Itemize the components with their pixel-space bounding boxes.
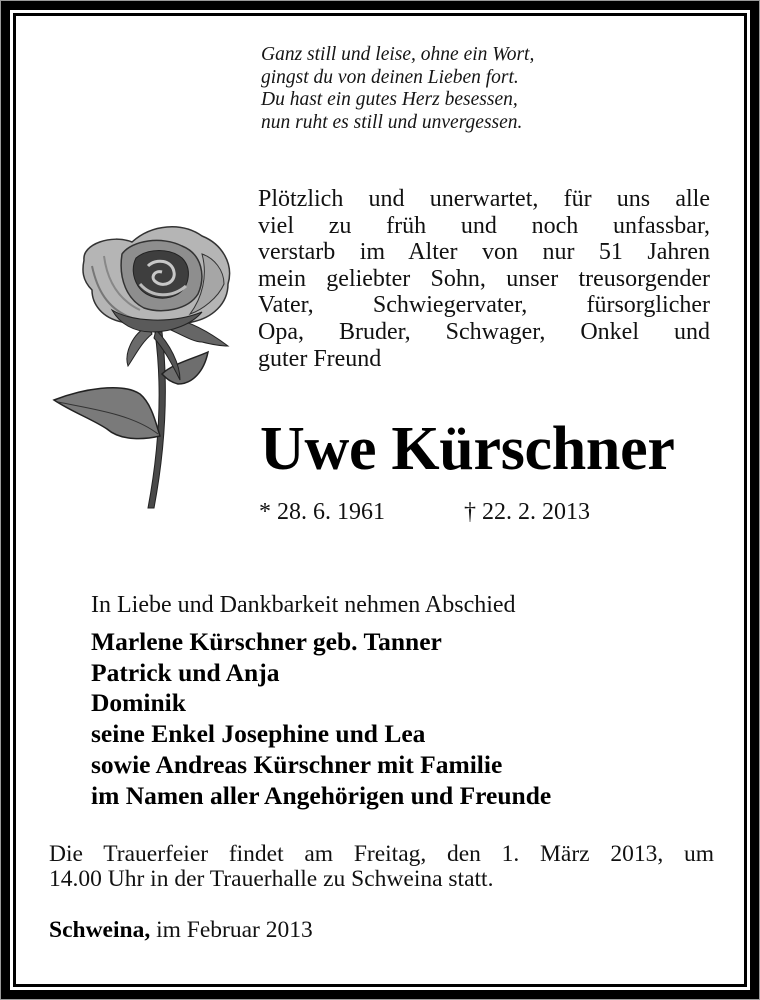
deceased-name: Uwe Kürschner <box>260 415 675 483</box>
intro-line: viel zu früh und noch unfassbar, <box>258 212 710 239</box>
farewell-heading: In Liebe und Dankbarkeit nehmen Abschied <box>91 592 516 618</box>
intro-line: verstarb im Alter von nur 51 Jahren <box>258 239 710 266</box>
intro-line: Vater, Schwiegervater, fürsorglicher <box>258 292 710 319</box>
mourner-line: sowie Andreas Kürschner mit Familie <box>91 749 503 779</box>
intro-line: mein geliebter Sohn, unser treusorgender <box>258 265 710 292</box>
mourner-line: Patrick und Anja <box>91 657 280 687</box>
poem-line: Du hast ein gutes Herz besessen, <box>261 89 518 110</box>
place-and-date <box>49 915 313 945</box>
mourners-list <box>91 627 551 811</box>
poem-verse <box>261 44 534 134</box>
poem-line: nun ruht es still und unvergessen. <box>261 111 523 133</box>
ceremony-line: Die Trauerfeier findet am Freitag, den 1. März 2013, um <box>49 841 714 867</box>
poem-line: gingst du von deinen Lieben fort. <box>261 66 519 88</box>
intro-line: guter Freund <box>258 345 382 372</box>
mourner-line: Marlene Kürschner geb. Tanner <box>91 627 442 656</box>
intro-line: Opa, Bruder, Schwager, Onkel und <box>258 318 710 345</box>
ceremony-line: 14.00 Uhr in der Trauerhalle zu Schweina statt. <box>49 866 494 892</box>
ceremony-notice <box>49 842 714 892</box>
birth-date: * 28. 6. 1961 <box>259 499 385 525</box>
intro-line: Plötzlich und unerwartet, für uns alle <box>258 186 710 212</box>
life-dates <box>259 497 590 527</box>
mourner-line: im Namen aller Angehörigen und Freunde <box>91 780 552 810</box>
intro-paragraph <box>258 186 710 372</box>
signature-date: im Februar 2013 <box>150 917 313 943</box>
mourner-line: Dominik <box>91 688 186 718</box>
signature-place: Schweina, <box>49 917 151 943</box>
death-date: † 22. 2. 2013 <box>464 499 590 525</box>
poem-line: Ganz still und leise, ohne ein Wort, <box>261 44 535 65</box>
mourner-line: seine Enkel Josephine und Lea <box>91 719 426 749</box>
rose-icon <box>52 214 242 514</box>
